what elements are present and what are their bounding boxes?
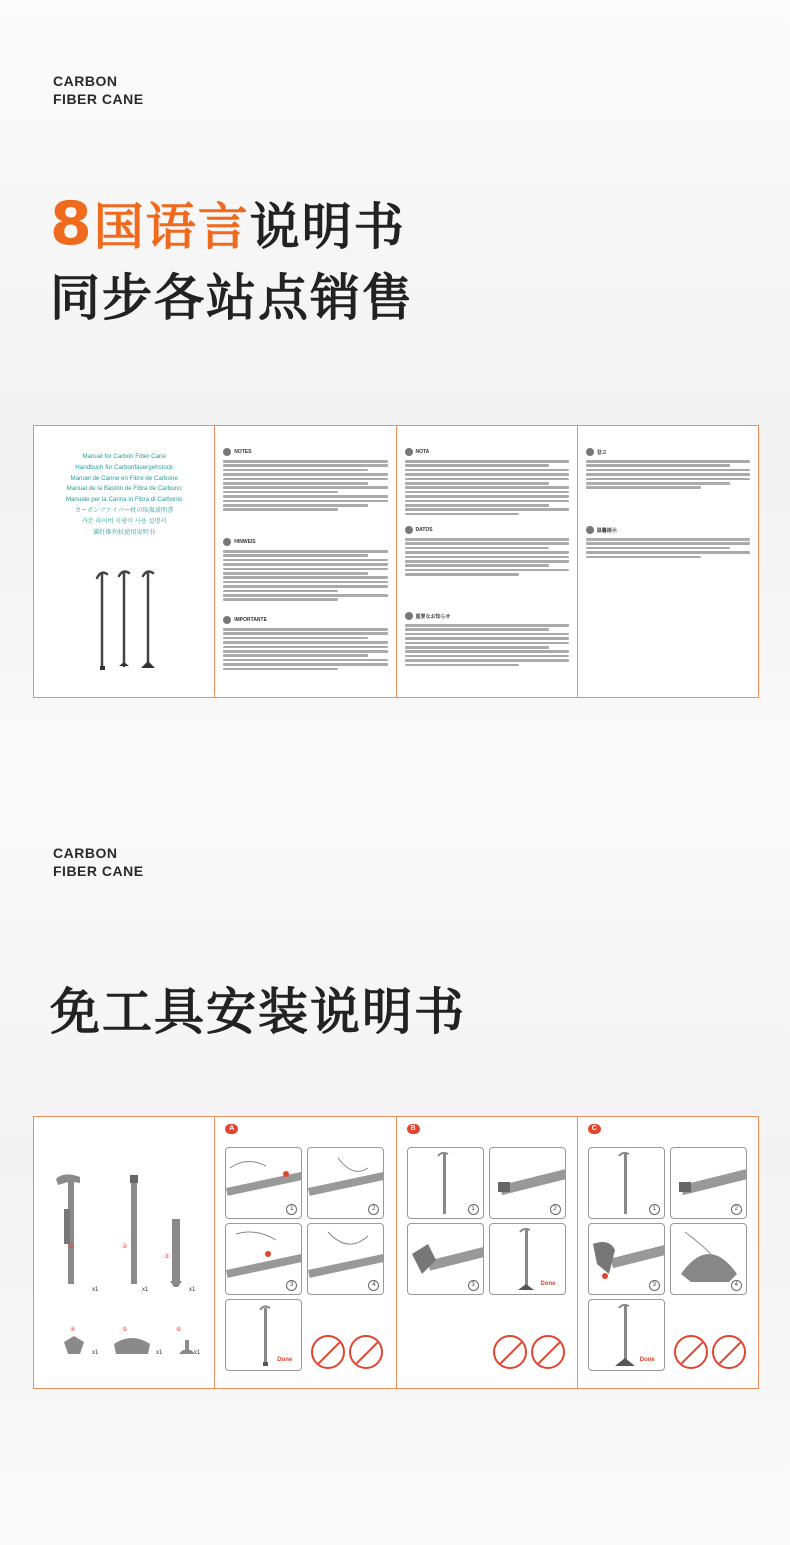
manual-panel-fr-es-jp [396, 426, 577, 697]
step-number-4: 4 [368, 1280, 379, 1291]
heading-nota: NOTA [415, 449, 430, 455]
step-a-cell-1 [225, 1147, 302, 1219]
part-5-num: ⑤ [122, 1327, 128, 1333]
tool-free-headline: 免工具安装说明书 [50, 983, 466, 1041]
part-1-num: ① [68, 1244, 74, 1250]
brand-line-2: FIBER CANE [53, 91, 144, 107]
parts-illustration [54, 1169, 204, 1289]
done-label: Done [639, 1357, 655, 1363]
title-jp: カーボンファイバー杖の取扱説明書 [74, 506, 174, 514]
step-b-cell-done [489, 1223, 566, 1295]
title-it: Manuale per la Canna in Fibra di Carbonio [65, 496, 183, 504]
heading-kr: 참고 [596, 449, 607, 456]
section-nota [405, 448, 569, 517]
part-3-qty: x1 [189, 1287, 196, 1293]
brand-label-bottom [53, 844, 144, 880]
step-number-1: 1 [649, 1204, 660, 1215]
no-children-icon [712, 1335, 746, 1369]
step-a-cell-3 [225, 1223, 302, 1295]
section-cn [586, 526, 750, 560]
step-a-panel [214, 1117, 395, 1388]
flag-icon [223, 448, 231, 456]
heading-notes: NOTES [234, 449, 252, 455]
step-number-3: 3 [649, 1280, 660, 1291]
headline-languages [50, 189, 406, 259]
brand-line-1: CARBON [53, 73, 118, 89]
headline-orange-text: 国语言 [93, 198, 250, 256]
three-canes-illustration [89, 566, 169, 676]
title-en: Manual for Carbon Fiber Cane [82, 453, 166, 460]
step-b-panel [396, 1117, 577, 1388]
step-b-badge: B [407, 1124, 420, 1134]
part-3-num: ③ [164, 1254, 170, 1260]
title-de: Handbuch für Carbonfasergehstock [75, 463, 173, 471]
heading-hinweis: HINWEIS [234, 539, 256, 545]
brand-line-1: CARBON [53, 845, 118, 861]
part-1-qty: x1 [92, 1287, 99, 1293]
step-number-2: 2 [368, 1204, 379, 1215]
part-4-qty: x1 [92, 1350, 99, 1356]
step-b-cell-1 [407, 1147, 484, 1219]
step-number-3: 3 [286, 1280, 297, 1291]
section-hinweis [223, 538, 387, 603]
part-6-num: ⑥ [176, 1327, 182, 1333]
brand-label-top [53, 72, 144, 108]
flag-icon [405, 448, 413, 456]
step-a-cell-2 [307, 1147, 384, 1219]
title-cn: 碳纤维拐杖使用说明书 [93, 528, 156, 536]
manual-cover-panel [34, 426, 214, 697]
heading-cn: 温馨提示 [596, 527, 617, 534]
step-number-2: 2 [731, 1204, 742, 1215]
step-c-cell-2 [670, 1147, 747, 1219]
part-5-qty: x1 [156, 1350, 163, 1356]
step-number-3: 3 [468, 1280, 479, 1291]
step-c-cell-4 [670, 1223, 747, 1295]
title-es: Manual de la Bastón de Fibra de Carbono [66, 485, 182, 493]
flag-icon [405, 612, 413, 620]
flag-icon [223, 538, 231, 546]
step-c-panel [577, 1117, 758, 1388]
base-parts-illustration [62, 1332, 212, 1362]
no-children-icon [493, 1335, 527, 1369]
step-a-badge: A [225, 1124, 238, 1134]
section-kr [586, 448, 750, 491]
done-label: Done [540, 1281, 556, 1287]
section-notes [223, 448, 387, 513]
flag-icon [223, 616, 231, 624]
part-4-num: ④ [70, 1327, 76, 1333]
flag-icon [405, 526, 413, 534]
step-a-cell-4 [307, 1223, 384, 1295]
section-datos [405, 526, 569, 578]
manual-panel-en-de-it [214, 426, 395, 697]
step-a-cell-done [225, 1299, 302, 1371]
title-fr: Manuel de Canne en Fibre de Carbone [70, 474, 178, 482]
heading-jp: 重要なお知らせ [415, 613, 451, 620]
headline-number: 8 [50, 189, 94, 259]
no-children-icon [674, 1335, 708, 1369]
manual-title-list [34, 452, 214, 538]
heading-importante: IMPORTANTE [234, 617, 267, 623]
heading-datos: DATOS [415, 527, 433, 533]
step-b-cell-2 [489, 1147, 566, 1219]
part-6-qty: x1 [194, 1350, 201, 1356]
no-children-icon [311, 1335, 345, 1369]
manual-panel-kr-cn [577, 426, 758, 697]
part-2-num: ② [122, 1244, 128, 1250]
no-children-icon [531, 1335, 565, 1369]
step-c-badge: C [588, 1124, 601, 1134]
section-importante [223, 616, 387, 672]
assembly-instruction-sheet [33, 1116, 759, 1389]
flag-icon [586, 448, 594, 456]
no-children-icon [349, 1335, 383, 1369]
done-label: Done [277, 1357, 293, 1363]
subheadline: 同步各站点销售 [50, 269, 414, 327]
section-jp [405, 612, 569, 668]
step-c-cell-1 [588, 1147, 665, 1219]
title-kr: 카본 파이버 지팡이 사용 설명서 [81, 517, 167, 525]
step-number-1: 1 [468, 1204, 479, 1215]
parts-list-panel [34, 1117, 214, 1388]
headline-dark-text: 说明书 [249, 198, 406, 256]
multilingual-manual-sheet [33, 425, 759, 698]
part-2-qty: x1 [142, 1287, 149, 1293]
step-number-2: 2 [550, 1204, 561, 1215]
step-c-cell-done [588, 1299, 665, 1371]
brand-line-2: FIBER CANE [53, 863, 144, 879]
step-c-cell-3 [588, 1223, 665, 1295]
step-b-cell-3 [407, 1223, 484, 1295]
step-number-1: 1 [286, 1204, 297, 1215]
step-number-4: 4 [731, 1280, 742, 1291]
flag-icon [586, 526, 594, 534]
